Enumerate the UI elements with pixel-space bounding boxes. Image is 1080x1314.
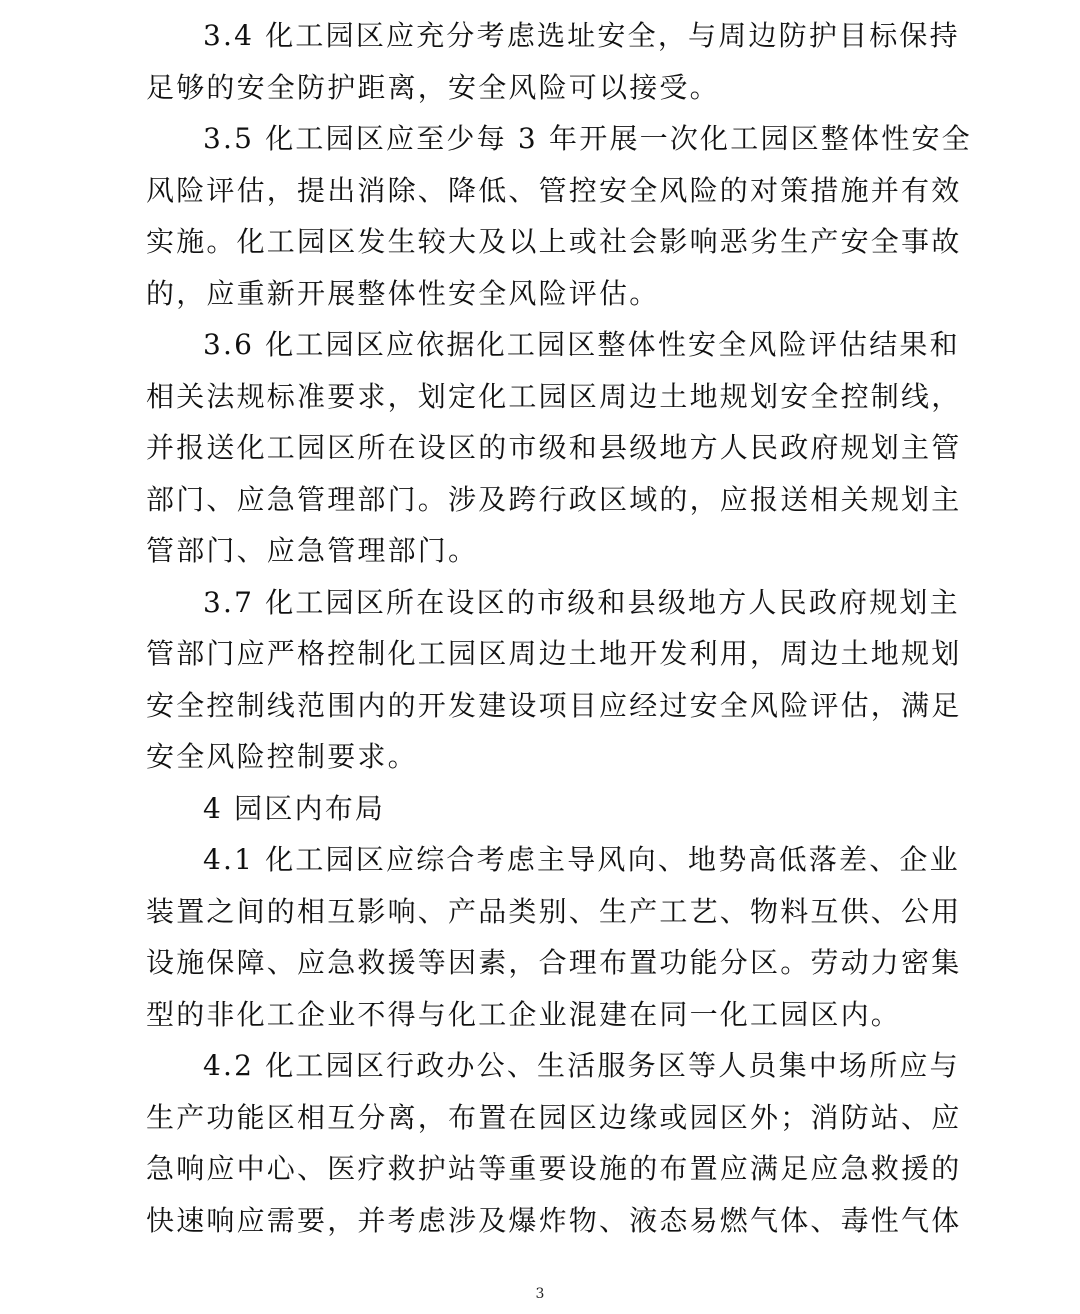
paragraph-line: 管部门、应急管理部门。 (146, 534, 479, 567)
paragraph-line: 生产功能区相互分离，布置在园区边缘或园区外；消防站、应 (146, 1100, 962, 1134)
paragraph-line: 设施保障、应急救援等因素，合理布置功能分区。劳动力密集 (146, 946, 962, 979)
paragraph-line: 足够的安全防护距离，安全风险可以接受。 (146, 70, 720, 104)
paragraph-line: 3.5 化工园区应至少每 3 年开展一次化工园区整体性安全 (203, 122, 972, 155)
document-body (146, 10, 972, 1246)
paragraph-line: 安全风险控制要求。 (146, 740, 418, 773)
paragraph-line: 3.7 化工园区所在设区的市级和县级地方人民政府规划主 (203, 585, 960, 619)
paragraph-line: 3.4 化工园区应充分考虑选址安全，与周边防护目标保持 (203, 19, 960, 52)
paragraph-line: 并报送化工园区所在设区的市级和县级地方人民政府规划主管 (146, 431, 962, 464)
paragraph-line: 3.6 化工园区应依据化工园区整体性安全风险评估结果和 (203, 328, 960, 361)
paragraph-line: 急响应中心、医疗救护站等重要设施的布置应满足应急救援的 (146, 1152, 962, 1185)
paragraph-line: 型的非化工企业不得与化工企业混建在同一化工园区内。 (146, 997, 902, 1031)
paragraph-line: 装置之间的相互影响、产品类别、生产工艺、物料互供、公用 (146, 894, 962, 928)
paragraph-line: 相关法规标准要求，划定化工园区周边土地规划安全控制线， (146, 379, 962, 413)
paragraph-line: 部门、应急管理部门。涉及跨行政区域的，应报送相关规划主 (146, 482, 962, 516)
paragraph-line: 的，应重新开展整体性安全风险评估。 (146, 276, 660, 310)
paragraph-line: 实施。化工园区发生较大及以上或社会影响恶劣生产安全事故 (146, 225, 962, 258)
paragraph-line: 安全控制线范围内的开发建设项目应经过安全风险评估，满足 (146, 688, 962, 722)
section-heading: 4 园区内布局 (203, 791, 386, 825)
page-number: 3 (535, 1286, 545, 1302)
paragraph-line: 4.2 化工园区行政办公、生活服务区等人员集中场所应与 (203, 1049, 960, 1082)
paragraph-line: 4.1 化工园区应综合考虑主导风向、地势高低落差、企业 (203, 843, 960, 876)
paragraph-line: 快速响应需要，并考虑涉及爆炸物、液态易燃气体、毒性气体 (146, 1203, 962, 1237)
paragraph-line: 风险评估，提出消除、降低、管控安全风险的对策措施并有效 (146, 173, 962, 207)
paragraph-line: 管部门应严格控制化工园区周边土地开发利用，周边土地规划 (146, 637, 962, 670)
